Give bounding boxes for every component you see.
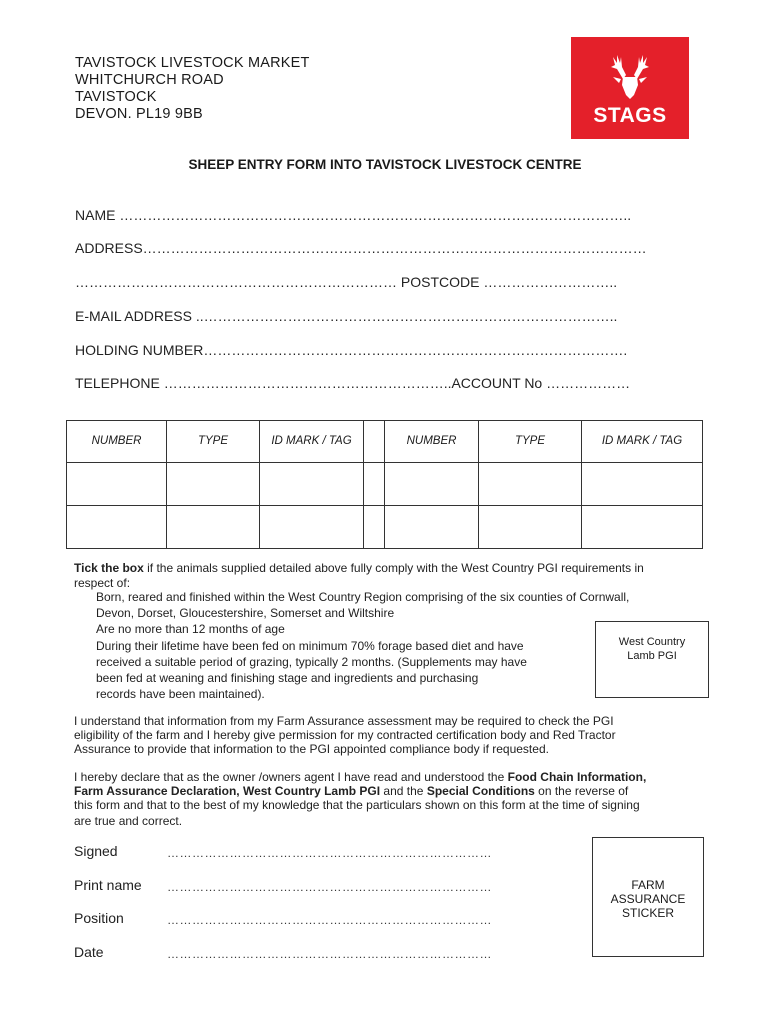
signed-line[interactable]: ……………………………………………………………………: [167, 846, 492, 860]
header-number: NUMBER: [67, 421, 167, 463]
pgi-item: Are no more than 12 months of age: [96, 622, 285, 636]
consent-line: eligibility of the farm and I hereby give permission for my contracted certification body and Red Tractor: [74, 728, 616, 742]
tick-box-label-line: Lamb PGI: [627, 650, 677, 662]
table-cell[interactable]: [260, 463, 364, 506]
logo-text: STAGS: [593, 104, 667, 127]
table-cell[interactable]: [385, 463, 479, 506]
table-cell: [364, 463, 385, 506]
address-postcode-field[interactable]: …………………………………………………………… POSTCODE ………………………..: [75, 274, 618, 290]
date-line[interactable]: ……………………………………………………………………: [167, 947, 492, 961]
sticker-label-line: STICKER: [621, 906, 674, 920]
declaration-text: I hereby declare that as the owner /owners agent I have read and understood the: [74, 770, 508, 784]
consent-line: Assurance to provide that information to the PGI appointed compliance body if requested.: [74, 742, 549, 756]
declaration-line: [74, 784, 628, 799]
pgi-item: been fed at weaning and finishing stage and ingredients and purchasing: [96, 671, 479, 685]
declaration-bold: Special Conditions: [426, 784, 535, 798]
pgi-item: received a suitable period of grazing, typically 2 months. (Supplements may have: [96, 655, 527, 669]
email-field[interactable]: E-MAIL ADDRESS ..……………………………………………………………………………..: [75, 308, 618, 324]
tick-box-label: Tick the box: [74, 561, 144, 575]
table-cell[interactable]: [67, 506, 167, 549]
declaration-text: on the reverse of: [534, 784, 629, 798]
west-country-lamb-pgi-tick-box[interactable]: [595, 621, 709, 698]
consent-line: I understand that information from my Farm Assurance assessment may be required to check the PGI: [74, 714, 614, 728]
market-address: [75, 55, 310, 123]
address-field[interactable]: ADDRESS………………………………………………………………………………………………: [75, 240, 647, 256]
farm-assurance-sticker-box: [592, 837, 704, 957]
header-spacer: [364, 421, 385, 463]
date-label: Date: [74, 944, 104, 960]
pgi-item: Born, reared and finished within the West Country Region comprising of the six counties of Cornwall,: [96, 590, 630, 604]
name-field[interactable]: NAME ………………………………………………………………………………………………..: [75, 207, 632, 223]
sticker-label-line: FARM: [631, 878, 665, 892]
table-cell[interactable]: [385, 506, 479, 549]
table-cell[interactable]: [479, 506, 582, 549]
pgi-instruction-text: if the animals supplied detailed above fully comply with the West Country PGI requirements in: [143, 561, 644, 575]
declaration-text: and the: [380, 784, 427, 798]
table-cell[interactable]: [167, 463, 260, 506]
declaration-line: [74, 770, 646, 785]
table-cell[interactable]: [260, 506, 364, 549]
table-row: [67, 463, 703, 506]
print-name-line[interactable]: ……………………………………………………………………: [167, 880, 492, 894]
pgi-instruction: [74, 561, 644, 576]
pgi-item: records have been maintained).: [96, 687, 265, 701]
signed-label: Signed: [74, 843, 118, 859]
position-line[interactable]: ……………………………………………………………………: [167, 913, 492, 927]
table-cell[interactable]: [582, 506, 703, 549]
table-cell[interactable]: [479, 463, 582, 506]
telephone-account-field[interactable]: TELEPHONE ……………………………………………………..ACCOUNT No ………………: [75, 375, 631, 391]
pgi-instruction-line2: respect of:: [74, 576, 131, 590]
header-id-mark: ID MARK / TAG: [260, 421, 364, 463]
pgi-item: During their lifetime have been fed on minimum 70% forage based diet and have: [96, 639, 524, 653]
table-cell[interactable]: [67, 463, 167, 506]
declaration-bold: Food Chain Information,: [507, 770, 647, 784]
header-type-2: TYPE: [479, 421, 582, 463]
address-line-2: WHITCHURCH ROAD: [75, 72, 224, 88]
header-type: TYPE: [167, 421, 260, 463]
position-label: Position: [74, 910, 124, 926]
declaration-line: this form and that to the best of my knowledge that the particulars shown on this form at the time of signing: [74, 798, 640, 812]
print-name-label: Print name: [74, 877, 142, 893]
form-title: SHEEP ENTRY FORM INTO TAVISTOCK LIVESTOCK CENTRE: [188, 157, 582, 172]
declaration-line: are true and correct.: [74, 814, 183, 828]
tick-box-label-line: West Country: [618, 636, 686, 648]
table-row: [67, 506, 703, 549]
table-header-row: [67, 421, 703, 463]
header-id-mark-2: ID MARK / TAG: [582, 421, 703, 463]
address-line-3: TAVISTOCK: [75, 89, 157, 105]
address-line-1: TAVISTOCK LIVESTOCK MARKET: [75, 55, 310, 71]
declaration-bold: Farm Assurance Declaration, West Country Lamb PGI: [74, 784, 381, 798]
address-line-4: DEVON. PL19 9BB: [75, 106, 203, 122]
table-cell[interactable]: [582, 463, 703, 506]
pgi-item: Devon, Dorset, Gloucestershire, Somerset and Wiltshire: [96, 606, 395, 620]
header-number-2: NUMBER: [385, 421, 479, 463]
sticker-label-line: ASSURANCE: [610, 892, 686, 906]
table-cell: [364, 506, 385, 549]
holding-number-field[interactable]: HOLDING NUMBER……………………………………………………………………………….: [75, 342, 628, 358]
sheep-entry-table: [66, 420, 703, 549]
table-cell[interactable]: [167, 506, 260, 549]
stags-logo: [571, 37, 689, 139]
